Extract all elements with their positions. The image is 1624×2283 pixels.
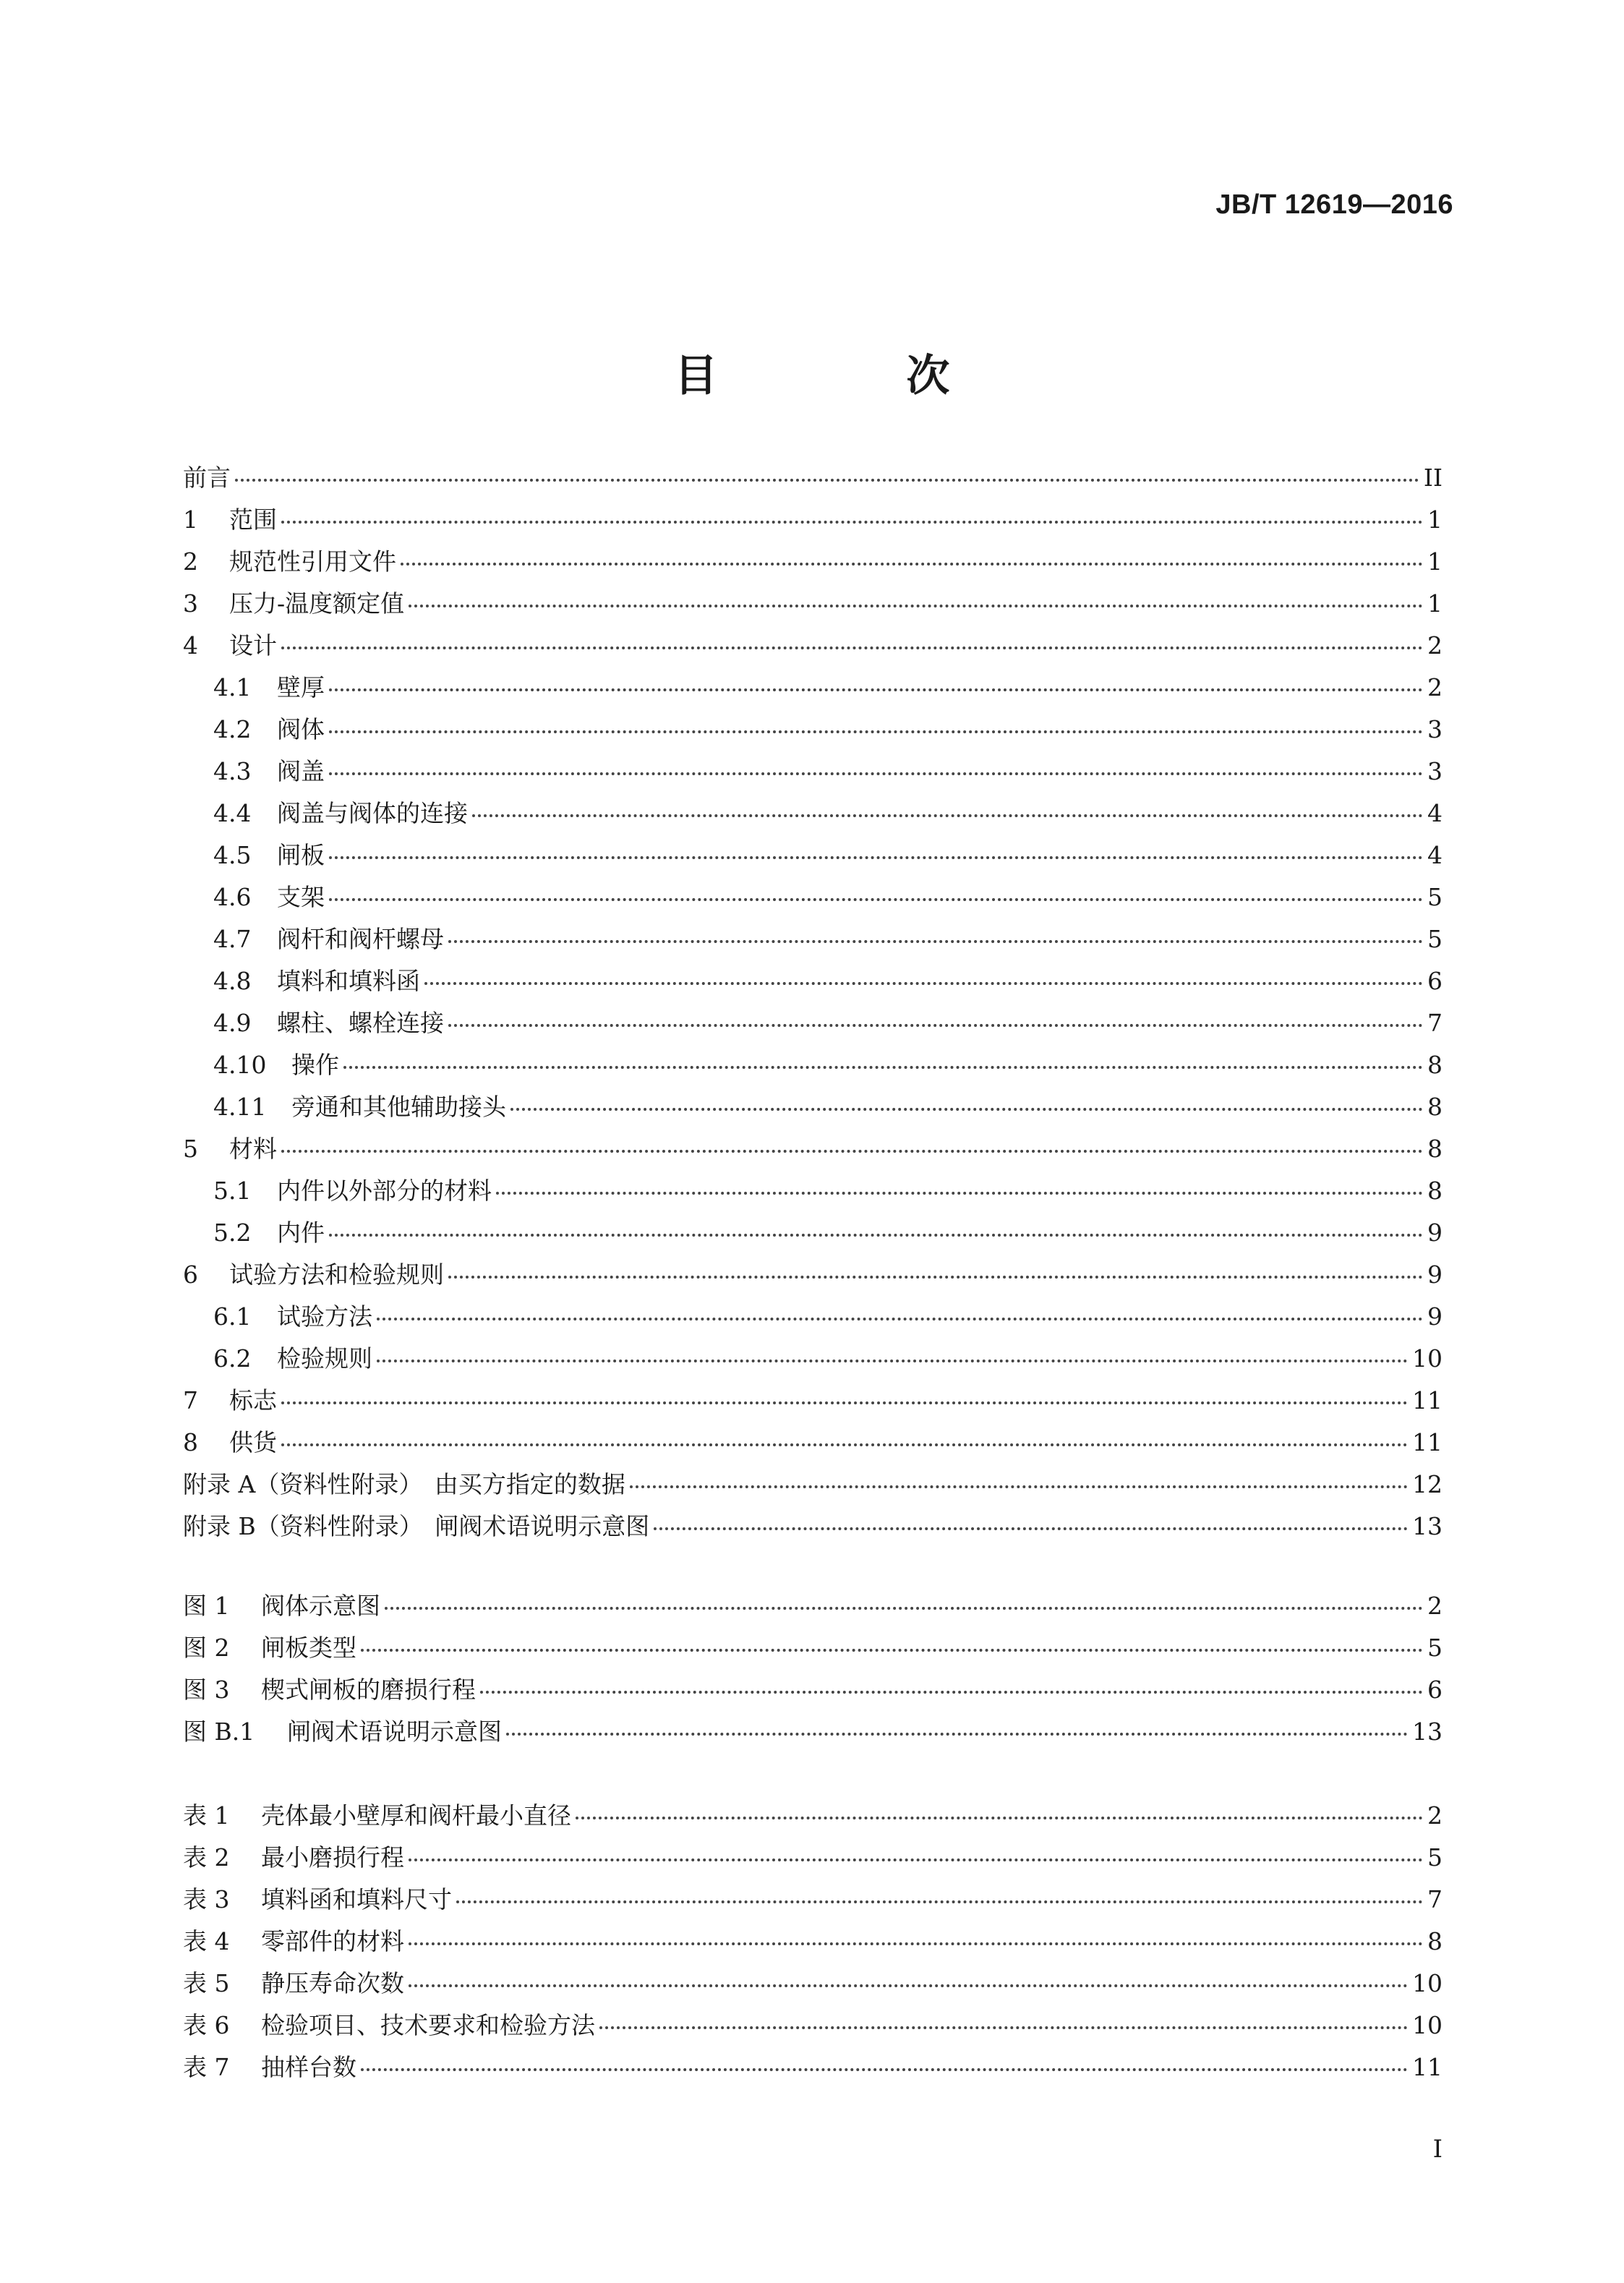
toc-entry-page: 11: [1412, 1428, 1443, 1456]
toc-entry[interactable]: [183, 1380, 1443, 1422]
toc-entry-page: 13: [1412, 1512, 1443, 1540]
toc-entry-number: 表 7: [183, 2053, 230, 2081]
toc-entry[interactable]: [183, 1212, 1443, 1254]
dot-leader: [281, 1401, 1408, 1404]
toc-entry[interactable]: [183, 2005, 1443, 2047]
toc-entry-page: II: [1423, 464, 1443, 492]
toc-entry-number: 2: [183, 547, 198, 576]
toc-entry-number: 图 B.1: [183, 1717, 255, 1746]
toc-entry-page: 8: [1427, 1177, 1443, 1205]
toc-entry-number: 7: [183, 1386, 198, 1414]
toc-entry[interactable]: [183, 1585, 1443, 1627]
toc-entry[interactable]: [183, 667, 1443, 709]
toc-entry-number: 5.1: [213, 1177, 252, 1205]
dot-leader: [329, 730, 1423, 733]
toc-entry-label: 阀体示意图: [261, 1592, 380, 1620]
toc-entry-label: 支架: [277, 883, 325, 911]
toc-entry[interactable]: [183, 793, 1443, 835]
dot-leader: [329, 688, 1423, 691]
toc-entry-number: 4.6: [213, 883, 252, 911]
toc-entry-number: 4.3: [213, 757, 252, 785]
toc-entry[interactable]: [183, 1296, 1443, 1338]
toc-entry[interactable]: [183, 583, 1443, 625]
toc-entry-number: 6: [183, 1260, 198, 1289]
toc-entry-page: 13: [1412, 1717, 1443, 1746]
toc-entry-number: 4: [183, 631, 198, 660]
toc-entry-number: 4.4: [213, 799, 252, 827]
toc-entry-page: 7: [1427, 1009, 1443, 1037]
toc-entry-label: 规范性引用文件: [229, 547, 396, 576]
toc-entry-label: 设计: [229, 631, 277, 660]
toc-entry-label: 压力-温度额定值: [229, 589, 405, 618]
dot-leader: [506, 1733, 1408, 1736]
toc-entry-label: 楔式闸板的磨损行程: [261, 1676, 476, 1704]
toc-entry-label: 静压寿命次数: [261, 1969, 404, 1997]
toc-entry[interactable]: [183, 1837, 1443, 1879]
toc-entry-label: 操作: [291, 1051, 339, 1079]
toc-entry-page: 2: [1427, 631, 1443, 660]
toc-entry-page: 10: [1412, 2011, 1443, 2039]
toc-entry-number: 图 3: [183, 1676, 230, 1704]
dot-leader: [456, 1900, 1423, 1903]
toc-entry-page: 6: [1427, 967, 1443, 995]
page-title: 目 次: [674, 351, 1037, 401]
toc-entry-page: 5: [1427, 1843, 1443, 1872]
toc-entry-label: 检验规则: [277, 1344, 372, 1373]
toc-entry-label: 阀体: [277, 715, 325, 743]
toc-entry-number: 图 1: [183, 1592, 230, 1620]
dot-leader: [361, 1649, 1423, 1652]
dot-leader: [281, 521, 1423, 524]
toc-entry-number: 4.8: [213, 967, 252, 995]
toc-entry[interactable]: [183, 2047, 1443, 2088]
toc-entry-page: 3: [1427, 757, 1443, 785]
toc-entry-number: 5: [183, 1135, 198, 1163]
toc-entry[interactable]: [183, 1002, 1443, 1044]
dot-leader: [409, 1942, 1423, 1945]
toc-entry-number: 表 3: [183, 1885, 230, 1913]
dot-leader: [480, 1691, 1423, 1694]
toc-entry[interactable]: [183, 1338, 1443, 1380]
toc-entry-label: 闸板: [277, 841, 325, 869]
toc-entry-number: 1: [183, 505, 198, 534]
dot-leader: [385, 1607, 1423, 1610]
toc-entry-label: 检验项目、技术要求和检验方法: [261, 2011, 595, 2039]
dot-leader: [409, 605, 1423, 607]
dot-leader: [630, 1485, 1408, 1488]
toc-entry-page: 5: [1427, 1634, 1443, 1662]
toc-entry-page: 8: [1427, 1093, 1443, 1121]
toc-entry-label: 内件以外部分的材料: [277, 1177, 492, 1205]
toc-entry-page: 1: [1427, 547, 1443, 576]
toc-entry-page: 12: [1412, 1470, 1443, 1498]
toc-entry-number: 表 5: [183, 1969, 230, 1997]
toc-entry[interactable]: [183, 1254, 1443, 1296]
dot-leader: [409, 1859, 1423, 1861]
toc-entry-number: 4.11: [213, 1093, 267, 1121]
toc-entry[interactable]: [183, 1921, 1443, 1963]
toc-entry-number: 8: [183, 1428, 198, 1456]
toc-entry-page: 8: [1427, 1051, 1443, 1079]
dot-leader: [599, 2026, 1408, 2029]
toc-entry-label: 阀盖: [277, 757, 325, 785]
toc-figures: [183, 1585, 1443, 1753]
toc-entry-label: 标志: [229, 1386, 277, 1414]
dot-leader: [510, 1108, 1423, 1111]
toc-entry-label: 供货: [229, 1428, 277, 1456]
toc-entry[interactable]: [183, 1464, 1443, 1506]
toc-entry-label: 试验方法和检验规则: [229, 1260, 444, 1289]
toc-entry-label: 试验方法: [277, 1302, 372, 1331]
toc-entry[interactable]: [183, 876, 1443, 918]
toc-entry-page: 10: [1412, 1969, 1443, 1997]
toc-entry-page: 8: [1427, 1927, 1443, 1955]
toc-entry-page: 1: [1427, 589, 1443, 618]
dot-leader: [329, 772, 1423, 775]
dot-leader: [448, 1024, 1423, 1027]
toc-entry-number: 4.9: [213, 1009, 252, 1037]
toc-entry-page: 4: [1427, 841, 1443, 869]
toc-entry-number: 4.10: [213, 1051, 267, 1079]
toc-entry-label: 旁通和其他辅助接头: [291, 1093, 506, 1121]
dot-leader: [281, 647, 1423, 649]
toc-entry-page: 9: [1427, 1219, 1443, 1247]
standard-code: JB/T 12619—2016: [1215, 189, 1453, 220]
dot-leader: [424, 982, 1423, 985]
toc-entry[interactable]: [183, 1711, 1443, 1753]
toc-entry-page: 4: [1427, 799, 1443, 827]
toc-entry-number: 表 1: [183, 1801, 230, 1830]
dot-leader: [329, 856, 1423, 859]
toc-entry[interactable]: [183, 1086, 1443, 1128]
toc-entry-number: 6.1: [213, 1302, 252, 1331]
dot-leader: [377, 1360, 1408, 1362]
toc-entry-page: 5: [1427, 883, 1443, 911]
toc-entry-page: 11: [1412, 2053, 1443, 2081]
toc-entry-label: 零部件的材料: [261, 1927, 404, 1955]
toc-entry[interactable]: [183, 1422, 1443, 1464]
toc-entry[interactable]: [183, 1044, 1443, 1086]
toc-entry-number: 图 2: [183, 1634, 230, 1662]
toc-entry[interactable]: [183, 499, 1443, 541]
toc-contents: [183, 457, 1443, 1548]
toc-entry-page: 8: [1427, 1135, 1443, 1163]
toc-entry[interactable]: [183, 1795, 1443, 1837]
toc-entry-page: 9: [1427, 1302, 1443, 1331]
dot-leader: [329, 1234, 1423, 1237]
toc-entry[interactable]: [183, 960, 1443, 1002]
toc-entry-number: 4.5: [213, 841, 252, 869]
dot-leader: [361, 2068, 1408, 2071]
toc-entry[interactable]: [183, 1170, 1443, 1212]
toc-entry-page: 7: [1427, 1885, 1443, 1913]
dot-leader: [472, 814, 1423, 817]
dot-leader: [377, 1318, 1423, 1320]
toc-entry-label: 壳体最小壁厚和阀杆最小直径: [261, 1801, 571, 1830]
dot-leader: [281, 1150, 1423, 1153]
dot-leader: [329, 898, 1423, 901]
toc-entry-page: 5: [1427, 925, 1443, 953]
toc-entry-label: 范围: [229, 505, 277, 534]
toc-entry[interactable]: [183, 1879, 1443, 1921]
toc-entry-label: 阀盖与阀体的连接: [277, 799, 468, 827]
dot-leader: [401, 563, 1423, 566]
toc-entry[interactable]: [183, 751, 1443, 793]
toc-entry-number: 表 6: [183, 2011, 230, 2039]
toc-entry-label: 抽样台数: [261, 2053, 356, 2081]
toc-entry[interactable]: [183, 625, 1443, 667]
toc-entry[interactable]: [183, 1128, 1443, 1170]
dot-leader: [281, 1443, 1408, 1446]
toc-entry-number: 5.2: [213, 1219, 252, 1247]
toc-entry-number: 4.2: [213, 715, 252, 743]
toc-entry-page: 2: [1427, 1801, 1443, 1830]
toc-entry-label: 附录 B（资料性附录） 闸阀术语说明示意图: [183, 1512, 650, 1540]
toc-entry[interactable]: [183, 835, 1443, 876]
dot-leader: [654, 1527, 1408, 1530]
toc-entry-page: 10: [1412, 1344, 1443, 1373]
toc-entry-page: 11: [1412, 1386, 1443, 1414]
toc-entry-label: 填料和填料函: [277, 967, 420, 995]
toc-entry-label: 螺柱、螺栓连接: [277, 1009, 444, 1037]
dot-leader: [448, 940, 1423, 943]
toc-entry-page: 2: [1427, 1592, 1443, 1620]
toc-entry-label: 闸阀术语说明示意图: [287, 1717, 502, 1746]
toc-entry[interactable]: [183, 709, 1443, 751]
toc-entry-number: 表 2: [183, 1843, 230, 1872]
toc-entry[interactable]: [183, 1669, 1443, 1711]
toc-entry[interactable]: [183, 457, 1443, 499]
toc-entry-page: 3: [1427, 715, 1443, 743]
dot-leader: [496, 1192, 1423, 1195]
dot-leader: [576, 1817, 1423, 1819]
dot-leader: [235, 479, 1419, 482]
toc-entry-label: 最小磨损行程: [261, 1843, 404, 1872]
toc-entry-number: 6.2: [213, 1344, 252, 1373]
toc-entry-label: 壁厚: [277, 673, 325, 701]
toc-entry[interactable]: [183, 1506, 1443, 1548]
toc-entry-label: 阀杆和阀杆螺母: [277, 925, 444, 953]
toc-entry-number: 4.7: [213, 925, 252, 953]
toc-tables: [183, 1795, 1443, 2088]
toc-entry-number: 3: [183, 589, 198, 618]
toc-entry[interactable]: [183, 1963, 1443, 2005]
toc-entry-page: 6: [1427, 1676, 1443, 1704]
toc-entry-page: 9: [1427, 1260, 1443, 1289]
toc-entry-label: 内件: [277, 1219, 325, 1247]
toc-entry[interactable]: [183, 918, 1443, 960]
toc-entry[interactable]: [183, 541, 1443, 583]
dot-leader: [343, 1066, 1423, 1069]
dot-leader: [409, 1984, 1408, 1987]
toc-entry-number: 表 4: [183, 1927, 230, 1955]
toc-entry-label: 附录 A（资料性附录） 由买方指定的数据: [183, 1470, 625, 1498]
toc-entry-number: 4.1: [213, 673, 252, 701]
toc-entry-label: 前言: [183, 464, 231, 492]
toc-entry-label: 闸板类型: [261, 1634, 356, 1662]
dot-leader: [448, 1276, 1423, 1279]
toc-entry-page: 2: [1427, 673, 1443, 701]
page-number: I: [1432, 2135, 1443, 2164]
toc-entry-label: 材料: [229, 1135, 277, 1163]
toc-entry[interactable]: [183, 1627, 1443, 1669]
toc-entry-page: 1: [1427, 505, 1443, 534]
toc-entry-label: 填料函和填料尺寸: [261, 1885, 452, 1913]
